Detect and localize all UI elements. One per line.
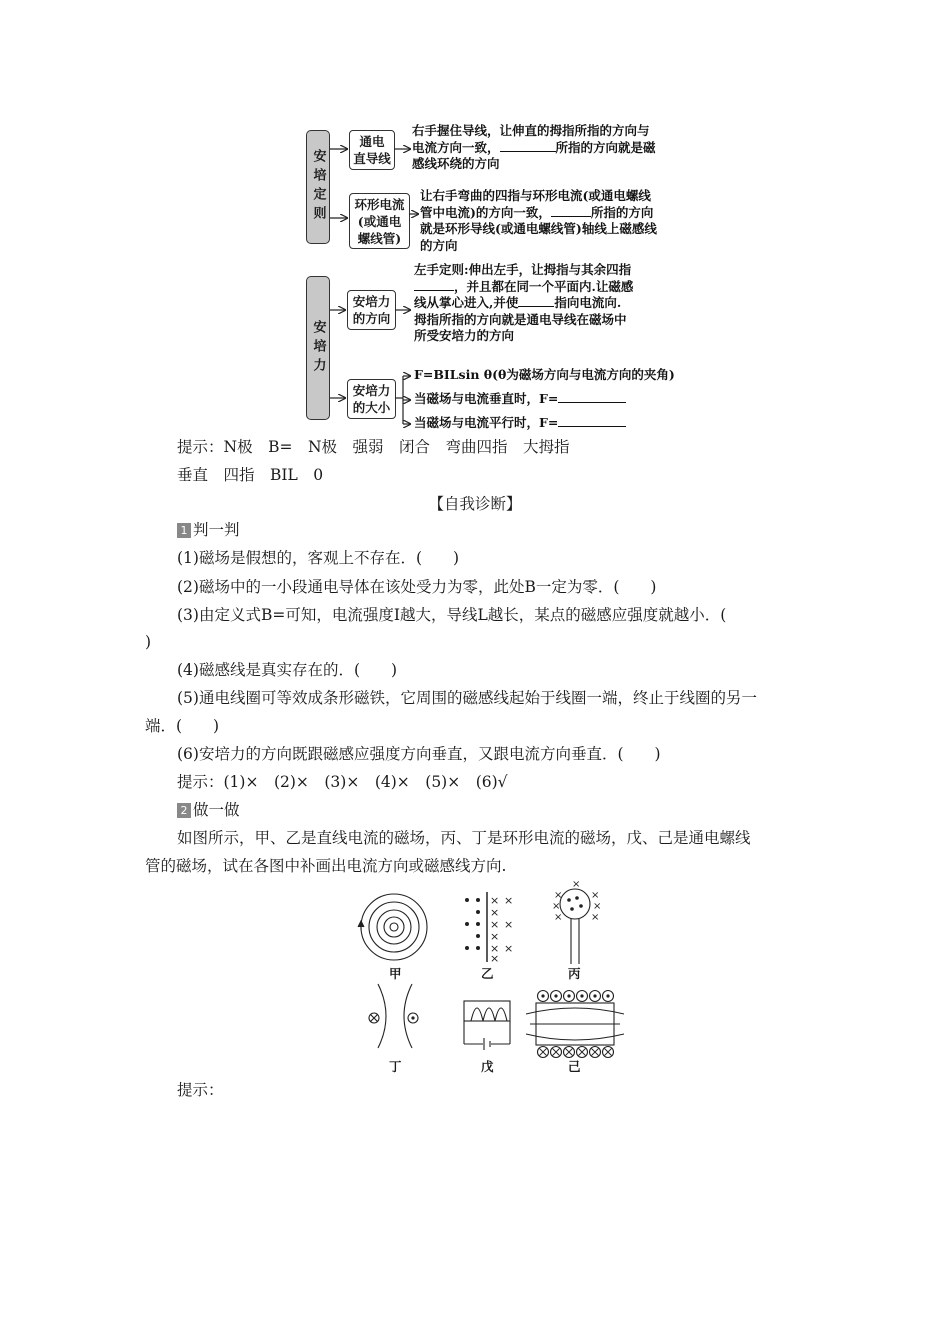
svg-text:×: × [490,906,500,919]
svg-text:×: × [554,890,563,901]
figure-bing-crosses [552,879,601,923]
svg-text:×: × [490,918,500,931]
caption-jia: 甲 [389,966,402,981]
svg-text:×: × [591,912,600,923]
caption-bing: 丙 [568,966,581,981]
box-ring-current: 环形电流 (或通电 螺线管) [349,193,410,249]
svg-text:×: × [593,901,602,912]
part1-heading: 1 判一判 [177,520,240,540]
figure-ding-lines [369,984,418,1048]
svg-text:×: × [490,942,500,955]
hint-line-1: 提示：N极 B= N极 强弱 闭合 弯曲四指 大拇指 [177,438,570,456]
svg-text:×: × [552,901,561,912]
part2-text-2: 管的磁场，试在各图中补画出电流方向或磁感线方向. [145,857,507,875]
svg-text:×: × [490,930,500,943]
part1-badge: 1 [177,523,191,538]
svg-text:×: × [504,918,514,931]
svg-text:×: × [490,952,500,965]
part2-text-1: 如图所示，甲、乙是直线电流的磁场，丙、丁是环形电流的磁场，戊、己是通电螺线 [177,829,751,847]
caption-ji: 己 [568,1059,581,1074]
part1-answer: 提示：(1)× (2)× (3)× (4)× (5)× (6)√ [177,773,508,791]
svg-text:×: × [554,912,563,923]
side-label-ampere-rule: 安培定则 [306,130,330,244]
figure-jia-circles [358,894,427,960]
statement-4: (4)磁感线是真实存在的．( ) [177,661,398,679]
caption-yi: 乙 [481,966,494,981]
figure-ji-solenoid [526,991,624,1058]
caption-wu: 戊 [481,1059,494,1074]
box-straight-wire: 通电 直导线 [349,130,395,170]
svg-text:×: × [591,890,600,901]
figure-bing-ring [560,889,590,964]
section-title: 【自我诊断】 [428,495,522,513]
force-magnitude-text: F=BILsin θ(θ为磁场方向与电流方向的夹角) 当磁场与电流垂直时，F= 当磁场与电流平行时，F= [414,367,675,430]
part2-badge: 2 [177,803,191,818]
figure-yi-dots [465,898,480,950]
diagram-connectors [300,120,420,440]
side-label-ampere-force: 安培力 [306,276,330,420]
statement-1: (1)磁场是假想的，客观上不存在．( ) [177,549,460,567]
statement-5: (5)通电线圈可等效成条形磁铁，它周围的磁感线起始于线圈一端，终止于线圈的另一 [177,689,757,707]
box-force-direction: 安培力 的方向 [347,290,396,330]
part2-hint: 提示： [177,1081,224,1099]
statement-2: (2)磁场中的一小段通电导体在该处受力为零，此处B一定为零．( ) [177,578,657,596]
figure-bing-dots [567,896,583,911]
statement-3: (3)由定义式B=可知，电流强度I越大，导线L越长，某点的磁感应强度就越小．( [177,606,727,624]
figure-wu-solenoid [464,1001,510,1050]
svg-text:×: × [490,894,500,907]
svg-text:×: × [572,879,581,890]
statement-5-cont: 端．( ) [145,717,220,735]
caption-ding: 丁 [389,1059,402,1074]
box-force-magnitude: 安培力 的大小 [347,379,396,419]
svg-text:×: × [504,942,514,955]
statement-3-cont: ) [145,633,152,651]
part2-heading: 2 做一做 [177,800,240,820]
svg-text:×: × [504,894,514,907]
ring-current-text: 让右手弯曲的四指与环形电流(或通电螺线 管中电流)的方向一致， 所指的方向 就是环形导线(或通电螺线管)轴线上磁感线 的方向 [420,188,657,253]
force-direction-text: 左手定则:伸出左手，让拇指与其余四指 ，并且都在同一个平面内.让磁感 线从掌心进入,并使 指向电流向. 拇指所指的方向就是通电导线在磁场中 所受安培力的方向 [414,262,634,343]
figure-ji-dots [541,994,609,997]
straight-wire-text: 右手握住导线，让伸直的拇指所指的方向与 电流方向一致， 所指的方向就是磁 感线环绕的方向 [412,123,656,171]
hint-line-2: 垂直 四指 BIL 0 [177,466,324,484]
statement-6: (6)安培力的方向既跟磁感应强度方向垂直，又跟电流方向垂直．( ) [177,745,661,763]
figure-yi-crosses [490,894,513,965]
